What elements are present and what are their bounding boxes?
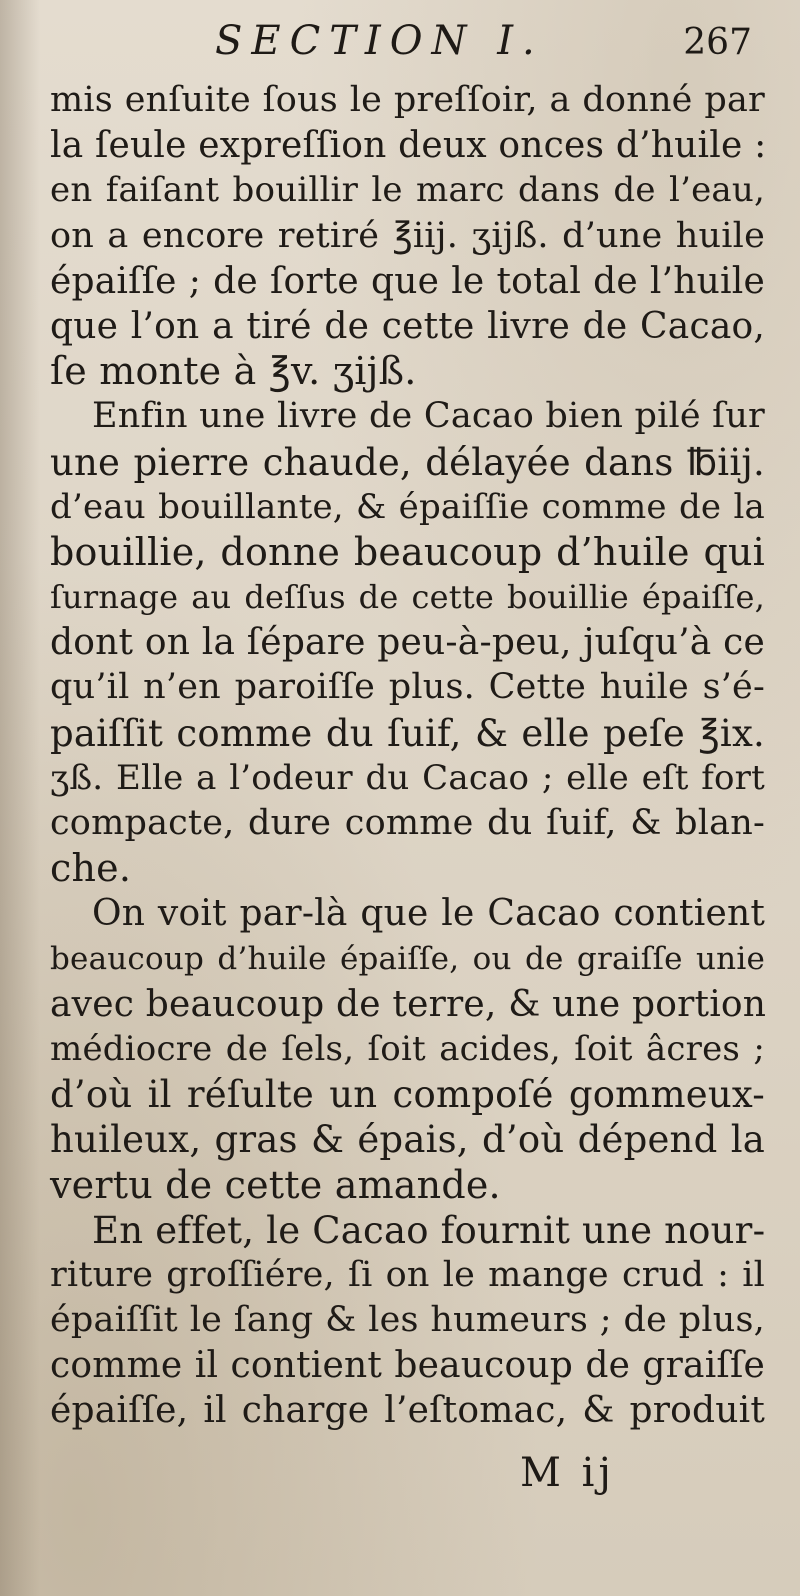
text-line: qu’il n’en paroiſſe plus. Cette huile s’é- — [50, 667, 765, 708]
text-line: beaucoup d’huile épaiſſe, ou de graiſſe unie — [50, 940, 765, 977]
text-line: En effet, le Cacao fournit une nour- — [92, 1208, 766, 1252]
page-header — [0, 18, 800, 74]
text-line: épaiſſe ; de ſorte que le total de l’huile — [50, 260, 765, 302]
text-line: riture groſſiére, ſi on le mange crud : il — [50, 1254, 765, 1295]
text-line: ſurnage au deſſus de cette bouillie épaiſſe, — [50, 578, 765, 617]
text-line: une pierre chaude, délayée dans ℔iij. — [50, 440, 765, 484]
text-line: paiſſit comme du ſuif, & elle peſe ℥ix. — [50, 711, 765, 755]
text-line: On voit par-là que le Cacao contient — [92, 893, 765, 935]
binding-shadow — [0, 0, 40, 1596]
text-line: en faiſant bouillir le marc dans de l’eau, — [50, 170, 765, 211]
text-line: d’où il réſulte un compoſé gommeux- — [50, 1073, 765, 1117]
running-head: SECTION I. — [215, 18, 544, 64]
body-text — [50, 78, 765, 1434]
text-line: bouillie, donne beaucoup d’huile qui — [50, 529, 765, 574]
text-line: médiocre de ſels, ſoit acides, ſoit âcres ; — [50, 1028, 765, 1069]
text-line: on a encore retiré ℥iij. ʒijß. d’une huile — [50, 215, 765, 256]
text-line: épaiſſe, il charge l’eſtomac, & produit — [50, 1390, 765, 1432]
signature-mark: M ij — [520, 1450, 615, 1496]
text-line: d’eau bouillante, & épaiſſie comme de la — [50, 486, 765, 527]
text-line: dont on la ſépare peu-à-peu, juſqu’à ce — [50, 622, 765, 664]
text-line: que l’on a tiré de cette livre de Cacao, — [50, 305, 765, 347]
page-number: 267 — [683, 22, 752, 63]
text-line: compacte, dure comme du ſuif, & blan- — [50, 803, 765, 843]
text-line: épaiſſit le ſang & les humeurs ; de plus, — [50, 1300, 765, 1341]
text-line: comme il contient beaucoup de graiſſe — [50, 1345, 765, 1387]
text-line: avec beaucoup de terre, & une portion — [50, 983, 767, 1025]
text-line: huileux, gras & épais, d’où dépend la — [50, 1118, 765, 1162]
text-line: la ſeule expreſſion deux onces d’huile : — [50, 125, 767, 167]
text-line: che. — [50, 846, 132, 891]
text-line: vertu de cette amande. — [50, 1162, 501, 1207]
text-line: Enfin une livre de Cacao bien pilé ſur — [92, 396, 765, 437]
text-line: ʒß. Elle a l’odeur du Cacao ; elle eſt fort — [50, 757, 765, 798]
text-line: mis enſuite ſous le preſſoir, a donné par — [50, 80, 765, 120]
text-line: ſe monte à ℥v. ʒijß. — [50, 349, 417, 394]
